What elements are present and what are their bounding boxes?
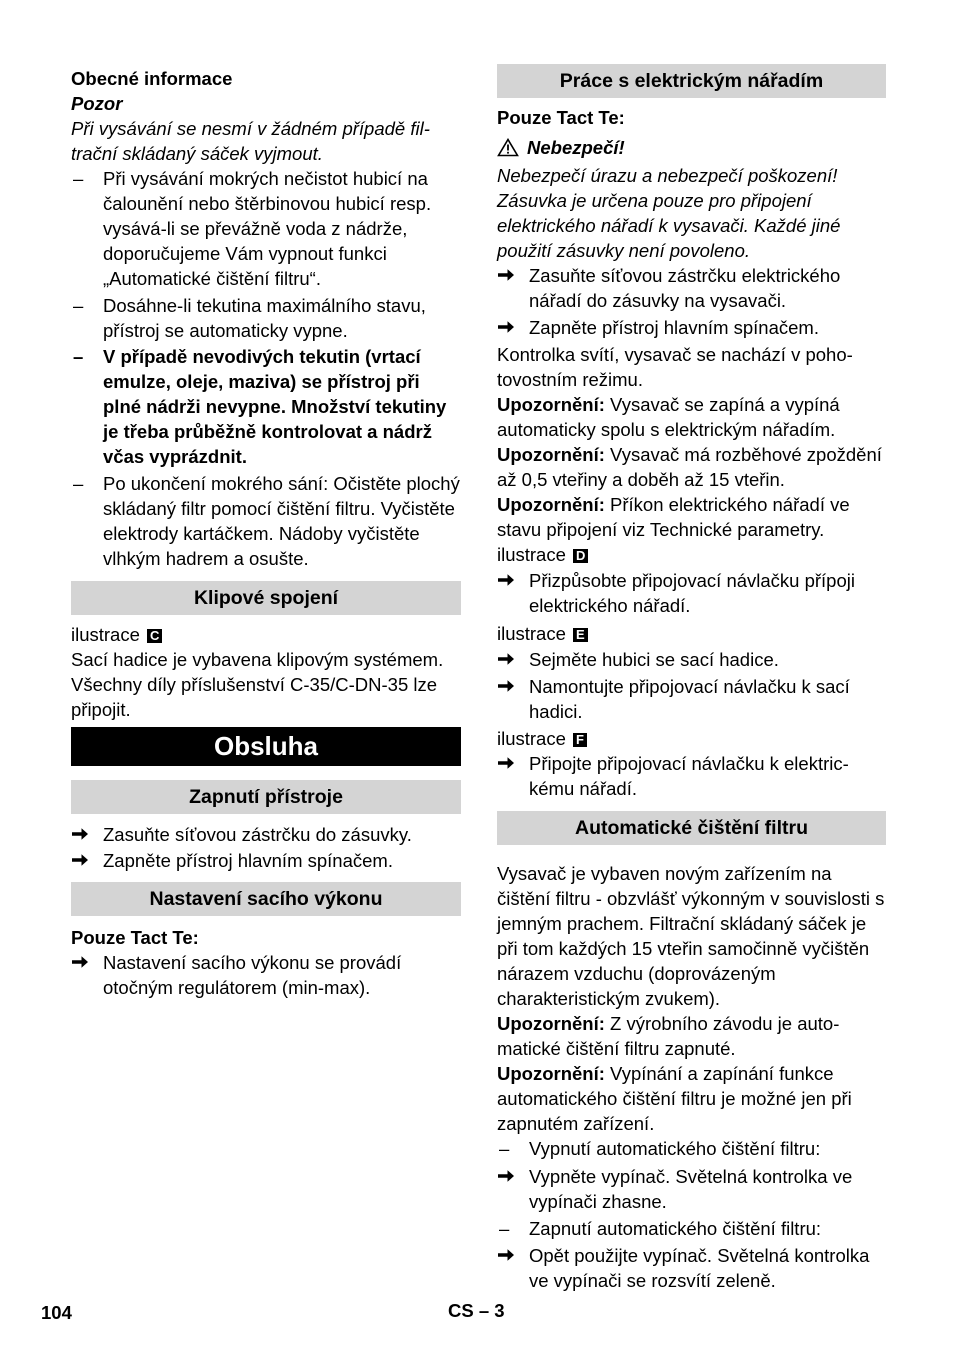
danger-line xyxy=(497,135,886,160)
step-text: Namontujte připojovací návlačku k sací hadici. xyxy=(529,676,850,722)
arrow-right-icon xyxy=(497,266,515,284)
step-text: Opět použijte vypínač. Světelná kontrolka ve vypínači se rozsvítí zeleně. xyxy=(529,1245,870,1291)
list-item-text: Zapnutí automatického čištění filtru: xyxy=(529,1218,822,1239)
step-text: Zapněte přístroj hlavním spínačem. xyxy=(103,850,393,871)
list-item-text: Dosáhne-li tekutina maximálního stavu, přístroj se automaticky vypne. xyxy=(103,295,426,341)
note-label: Upozornění: xyxy=(497,444,605,465)
section-heading-auto-filter: Automatické čištění filtru xyxy=(497,811,886,845)
arrow-right-icon xyxy=(71,825,89,843)
danger-label: Nebezpečí! xyxy=(527,137,625,158)
caution-label: Pozor xyxy=(71,93,123,114)
arrow-right-icon xyxy=(497,571,515,589)
dash-marker: – xyxy=(73,168,84,189)
danger-text: Nebezpečí úrazu a nebezpečí poškození! Zásuvka je určena pouze pro připojení elektrického nářadí k vysavači. Každé jiné použití zásuvky není povoleno. xyxy=(497,165,841,261)
caution-text: Při vysávání se nesmí v žádném případě filtrační skládaný sáček vyjmout. xyxy=(71,118,430,164)
note-text: Vysavač se zapíná a vypíná automaticky spolu s elektrickým nářadím. xyxy=(497,394,840,440)
section-label: CS – 3 xyxy=(448,1300,505,1321)
step-text: Přizpůsobte připojovací návlačku přípoji elektrického nářadí. xyxy=(529,570,855,616)
illustration-letter: E xyxy=(573,628,588,642)
arrow-right-icon xyxy=(497,1167,515,1185)
arrow-right-icon xyxy=(497,1246,515,1264)
dash-marker: – xyxy=(499,1138,510,1159)
illustration-letter: C xyxy=(147,629,162,643)
illustration-ref xyxy=(497,726,886,751)
dash-marker: – xyxy=(73,295,84,316)
note-text: Vysavač má rozběhové zpoždění až 0,5 vteřiny a doběh až 15 vteřin. xyxy=(497,444,882,490)
note-paragraph xyxy=(497,1061,886,1136)
step-text: Zasuňte síťovou zástrčku elektrického nářadí do zásuvky na vysavači. xyxy=(529,265,841,311)
step-text: Připojte připojovací návlačku k elektrickému nářadí. xyxy=(529,753,849,799)
section-heading-suction: Nastavení sacího výkonu xyxy=(71,882,461,916)
arrow-right-icon xyxy=(497,677,515,695)
step-text: Vypněte vypínač. Světelná kontrolka ve vypínači zhasne. xyxy=(529,1166,853,1212)
auto-text: Vysavač je vybaven novým zařízením na čištění filtru - obzvlášť výkonným v souvislosti s jemným prachem. Filtrační skládaný sáček je při tom každých 15 vteřin samočinně vyčištěn nárazem vzduchu (doprovázеným charakteristickým zvukem). xyxy=(497,863,885,1009)
dash-marker: – xyxy=(499,1218,510,1239)
list-item-text: Po ukončení mokrého sání: Očistěte plochý skládaný filtr pomocí čištění filtru. Vyčistěte elektrody kartáčkem. Nádoby vyčistěte vlhkým hadrem a osušte. xyxy=(103,473,460,569)
tool-only-label: Pouze Tact Te: xyxy=(497,107,625,128)
note-paragraph xyxy=(497,492,886,542)
step-item xyxy=(497,1243,886,1293)
note-paragraph xyxy=(497,392,886,442)
step-item xyxy=(71,822,461,847)
list-item xyxy=(497,1136,886,1161)
step-item xyxy=(71,950,461,1000)
note-text: Z výrobního závodu je automatické čištění filtru zapnuté. xyxy=(497,1013,840,1059)
general-heading: Obecné informace xyxy=(71,68,233,89)
arrow-right-icon xyxy=(497,318,515,336)
section-heading-clip: Klipové spojení xyxy=(71,581,461,615)
dash-marker: – xyxy=(73,346,84,367)
illustration-ref xyxy=(71,622,461,647)
list-item-text: Při vysávání mokrých nečistot hubicí na čalounění nebo štěrbinovou hubicí resp. vysává-li se převážně voda z nádrže, doporučujeme Vám vypnout funkci „Automatické čištění filtru“. xyxy=(103,168,432,289)
step-item xyxy=(497,1164,886,1214)
list-item xyxy=(71,166,461,291)
step-text: Nastavení sacího výkonu se provádí otočným regulátorem (min-max). xyxy=(103,952,402,998)
illustration-ref xyxy=(497,542,886,567)
step-item xyxy=(497,751,886,801)
section-heading-switch-on: Zapnutí přístroje xyxy=(71,780,461,814)
list-item-text: V případě nevodivých tekutin (vrtací emulze, oleje, maziva) se přístroj při plné nádrži nevypne. Množství tekutiny je třeba průběžně kontrolovat a nádrž včas vyprázdnit. xyxy=(103,346,447,467)
note-label: Upozornění: xyxy=(497,494,605,515)
note-label: Upozornění: xyxy=(497,1013,605,1034)
note-text: Vypínání a zapínání funkce automatického čištění filtru je možné jen při zapnutém zařízení. xyxy=(497,1063,852,1134)
illustration-letter: F xyxy=(573,733,587,747)
illustration-label: ilustrace xyxy=(497,623,566,644)
section-heading-tools: Práce s elektrickým nářadím xyxy=(497,64,886,98)
step-item xyxy=(497,263,886,313)
chapter-heading-operation: Obsluha xyxy=(71,727,461,766)
list-item xyxy=(497,1216,886,1241)
step-item xyxy=(497,647,886,672)
illustration-ref xyxy=(497,621,886,646)
left-column xyxy=(71,64,461,1000)
dash-marker: – xyxy=(73,473,84,494)
note-text: Příkon elektrického nářadí ve stavu připojení viz Technické parametry. xyxy=(497,494,850,540)
step-item xyxy=(497,315,886,340)
warning-triangle-icon xyxy=(497,137,527,158)
arrow-right-icon xyxy=(71,851,89,869)
list-item xyxy=(71,344,461,469)
lamp-text: Kontrolka svítí, vysavač se nachází v pohotovostním režimu. xyxy=(497,344,853,390)
step-item xyxy=(497,674,886,724)
suction-only-label: Pouze Tact Te: xyxy=(71,927,199,948)
arrow-right-icon xyxy=(497,650,515,668)
step-item xyxy=(497,568,886,618)
illustration-label: ilustrace xyxy=(497,544,566,565)
note-label: Upozornění: xyxy=(497,394,605,415)
arrow-right-icon xyxy=(71,953,89,971)
right-column xyxy=(497,64,886,1293)
note-paragraph xyxy=(497,442,886,492)
step-item xyxy=(71,848,461,873)
illustration-label: ilustrace xyxy=(497,728,566,749)
note-label: Upozornění: xyxy=(497,1063,605,1084)
list-item-text: Vypnutí automatického čištění filtru: xyxy=(529,1138,821,1159)
clip-text: Sací hadice je vybavena klipovým systémem. Všechny díly příslušenství C-35/C-DN-35 lze připojit. xyxy=(71,649,444,720)
step-text: Zasuňte síťovou zástrčku do zásuvky. xyxy=(103,824,412,845)
step-text: Sejměte hubici se sací hadice. xyxy=(529,649,779,670)
list-item xyxy=(71,471,461,571)
note-paragraph xyxy=(497,1011,886,1061)
list-item xyxy=(71,293,461,343)
arrow-right-icon xyxy=(497,754,515,772)
page-number: 104 xyxy=(41,1302,72,1323)
step-text: Zapněte přístroj hlavním spínačem. xyxy=(529,317,819,338)
illustration-label: ilustrace xyxy=(71,624,140,645)
illustration-letter: D xyxy=(573,549,588,563)
